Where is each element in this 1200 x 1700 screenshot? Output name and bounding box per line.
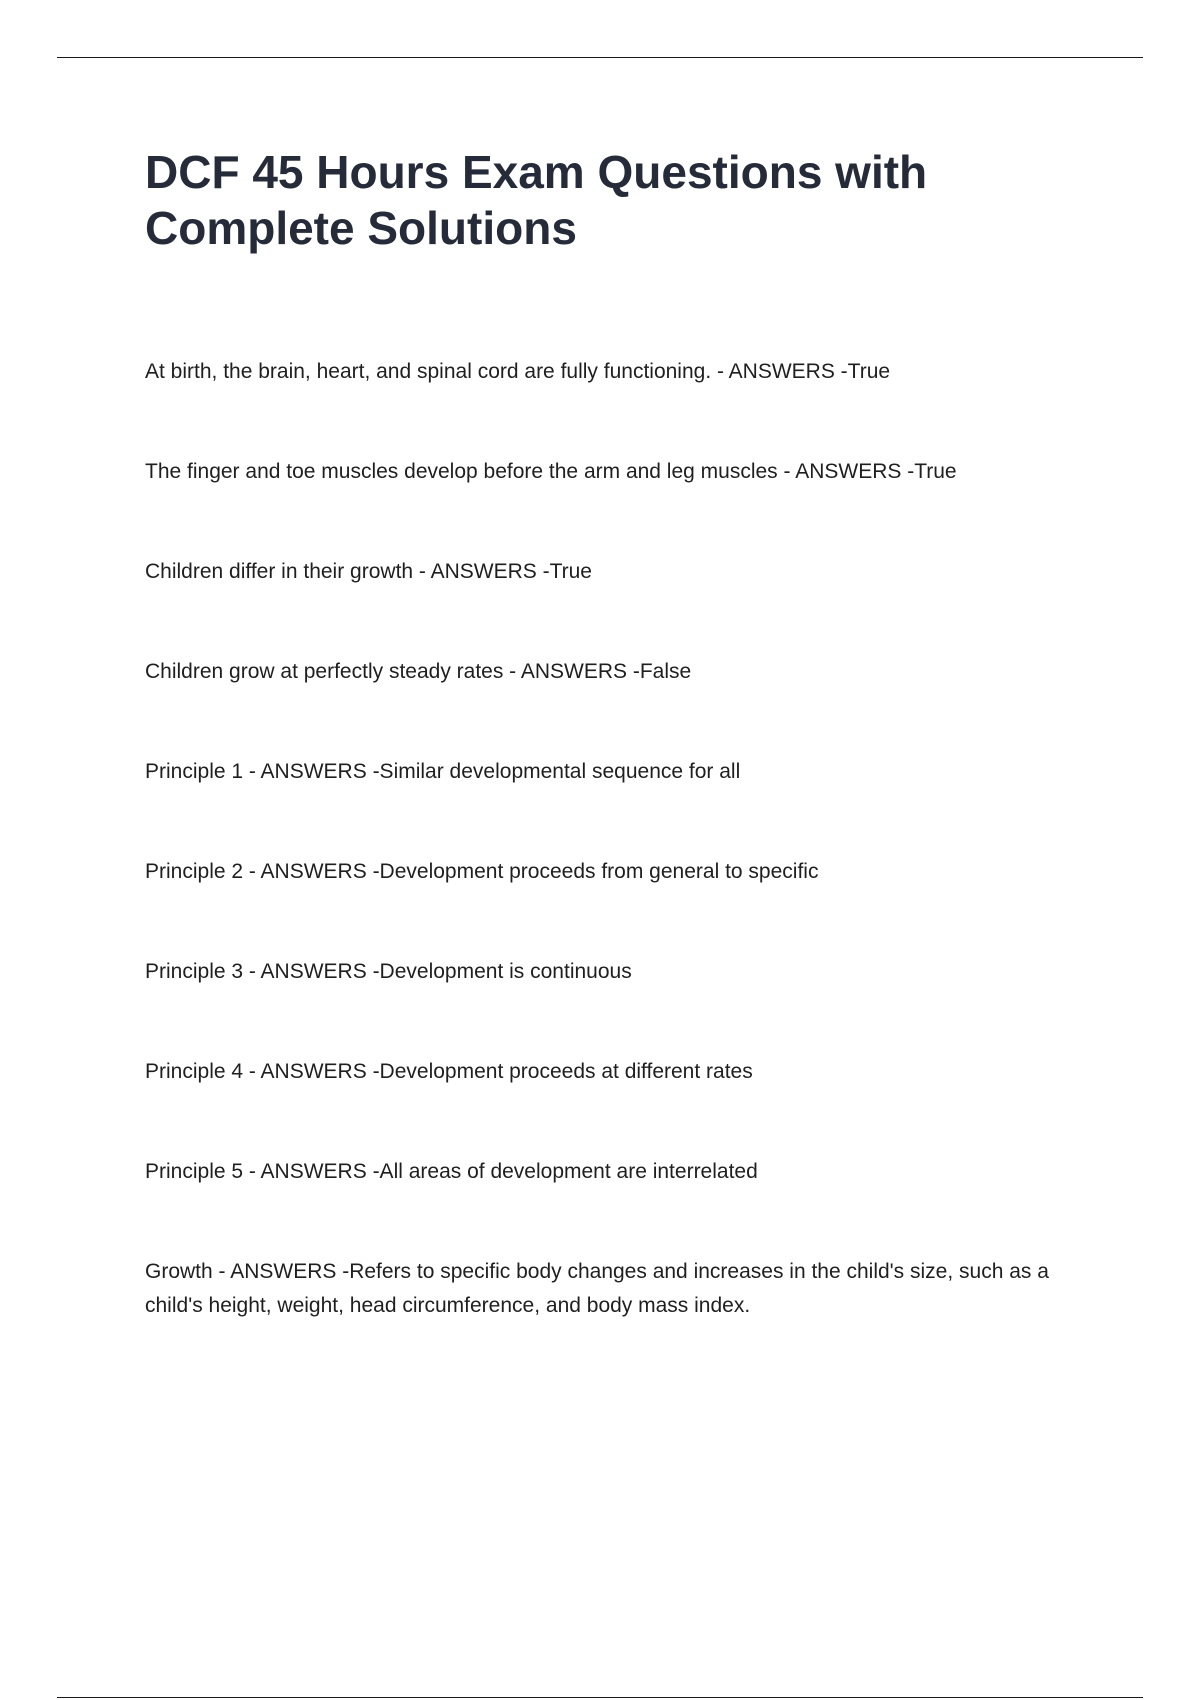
qa-item: Growth - ANSWERS -Refers to specific body changes and increases in the child's size, such as a child's height, weight, head circumference, and body mass index. bbox=[145, 1260, 1049, 1317]
qa-list bbox=[145, 355, 1075, 1389]
qa-item: Principle 5 - ANSWERS -All areas of development are interrelated bbox=[145, 1160, 758, 1183]
qa-item: Principle 1 - ANSWERS -Similar developmental sequence for all bbox=[145, 760, 741, 783]
qa-item: Children grow at perfectly steady rates - ANSWERS -False bbox=[145, 660, 692, 683]
header-rule bbox=[57, 57, 1143, 58]
qa-item: At birth, the brain, heart, and spinal cord are fully functioning. - ANSWERS -True bbox=[145, 360, 891, 383]
qa-item: Children differ in their growth - ANSWERS -True bbox=[145, 560, 592, 583]
qa-item: Principle 2 - ANSWERS -Development proceeds from general to specific bbox=[145, 860, 819, 883]
document-title: DCF 45 Hours Exam Questions with Complete Solutions bbox=[145, 146, 928, 254]
qa-item: The finger and toe muscles develop before the arm and leg muscles - ANSWERS -True bbox=[145, 460, 957, 483]
qa-item: Principle 4 - ANSWERS -Development proceeds at different rates bbox=[145, 1060, 753, 1083]
qa-item: Principle 3 - ANSWERS -Development is continuous bbox=[145, 960, 632, 983]
footer-rule bbox=[57, 1697, 1143, 1698]
